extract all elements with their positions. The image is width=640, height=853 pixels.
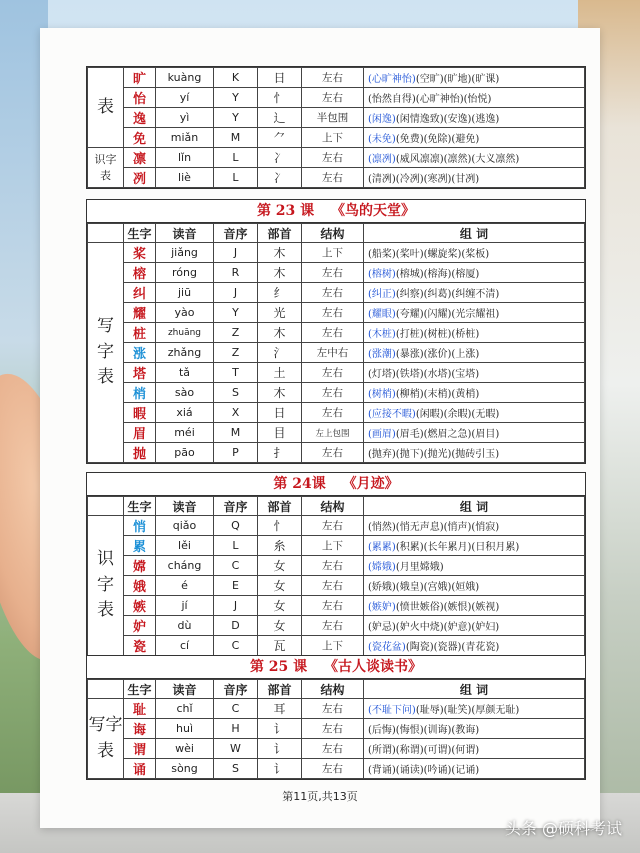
- pinyin-cell: sào: [156, 383, 214, 403]
- initial-letter-cell: Z: [214, 343, 258, 363]
- initial-letter-cell: S: [214, 759, 258, 779]
- initial-letter-cell: M: [214, 423, 258, 443]
- column-header: 结构: [302, 497, 364, 516]
- table-row: [88, 719, 585, 739]
- highlighted-word: (心旷神怡): [368, 74, 416, 85]
- structure-cell: 左右: [302, 383, 364, 403]
- radical-cell: 冫: [258, 148, 302, 168]
- table-row: [88, 68, 585, 88]
- character-cell: 涨: [124, 343, 156, 363]
- worksheet-page: [40, 28, 600, 828]
- word-group-cell: [364, 343, 585, 363]
- radical-cell: 氵: [258, 343, 302, 363]
- radical-cell: 木: [258, 243, 302, 263]
- character-cell: 免: [124, 128, 156, 148]
- pinyin-cell: yì: [156, 108, 214, 128]
- initial-letter-cell: W: [214, 739, 258, 759]
- char-table: [87, 496, 585, 656]
- highlighted-word: (凛冽): [368, 154, 396, 165]
- character-cell: 悄: [124, 516, 156, 536]
- word-text: (纠察)(纠葛)(纠缠不清): [395, 289, 500, 300]
- initial-letter-cell: R: [214, 263, 258, 283]
- initial-letter-cell: D: [214, 616, 258, 636]
- word-group-cell: [364, 576, 585, 596]
- table-row: [88, 303, 585, 323]
- word-group-cell: [364, 303, 585, 323]
- structure-cell: 上下: [302, 636, 364, 656]
- table-row: [88, 616, 585, 636]
- structure-cell: 左右: [302, 739, 364, 759]
- table-row: [88, 739, 585, 759]
- word-text: (灯塔)(铁塔)(水塔)(宝塔): [368, 369, 480, 380]
- column-header: 生字: [124, 680, 156, 699]
- highlighted-word: (未免): [368, 134, 396, 145]
- word-group-cell: [364, 403, 585, 423]
- initial-letter-cell: C: [214, 699, 258, 719]
- word-text: (榕城)(榕海)(榕厦): [395, 269, 480, 280]
- structure-cell: 左右: [302, 699, 364, 719]
- initial-letter-cell: Y: [214, 303, 258, 323]
- table-row: [88, 363, 585, 383]
- word-text: (闲暇)(余暇)(无暇): [415, 409, 500, 420]
- column-header: 音序: [214, 680, 258, 699]
- character-cell: 抛: [124, 443, 156, 463]
- table-row: [88, 128, 585, 148]
- initial-letter-cell: K: [214, 68, 258, 88]
- table-row: [88, 263, 585, 283]
- pinyin-cell: lěi: [156, 536, 214, 556]
- structure-cell: 上下: [302, 536, 364, 556]
- word-text: (夸耀)(闪耀)(光宗耀祖): [395, 309, 500, 320]
- word-group-cell: [364, 516, 585, 536]
- highlighted-word: (闲逸): [368, 114, 396, 125]
- word-text: (陶瓷)(瓷器)(青花瓷): [405, 642, 500, 653]
- highlighted-word: (不耻下问): [368, 705, 416, 716]
- watermark: 头条 @硕科考试: [504, 819, 622, 838]
- initial-letter-cell: L: [214, 148, 258, 168]
- structure-cell: 左右: [302, 88, 364, 108]
- lesson-25-block: [86, 655, 586, 780]
- word-text: (娇娥)(娥皇)(宫娥)(姮娥): [368, 582, 480, 593]
- word-text: (背诵)(诵读)(吟诵)(记诵): [368, 765, 480, 776]
- character-cell: 怡: [124, 88, 156, 108]
- pinyin-cell: kuàng: [156, 68, 214, 88]
- table-row: [88, 148, 585, 168]
- pinyin-cell: liè: [156, 168, 214, 188]
- column-header: 结构: [302, 224, 364, 243]
- column-header: 组 词: [364, 680, 585, 699]
- initial-letter-cell: T: [214, 363, 258, 383]
- character-cell: 塔: [124, 363, 156, 383]
- pinyin-cell: méi: [156, 423, 214, 443]
- structure-cell: 左右: [302, 719, 364, 739]
- word-group-cell: [364, 363, 585, 383]
- word-text: (抛弃)(抛下)(抛光)(抛砖引玉): [368, 449, 500, 460]
- initial-letter-cell: S: [214, 383, 258, 403]
- word-group-cell: [364, 383, 585, 403]
- table-row: [88, 323, 585, 343]
- section-label: 识字 表: [88, 148, 124, 188]
- radical-cell: 纟: [258, 283, 302, 303]
- lesson-title: [87, 656, 585, 679]
- structure-cell: 左右: [302, 759, 364, 779]
- table-row: [88, 443, 585, 463]
- character-cell: 冽: [124, 168, 156, 188]
- word-group-cell: [364, 243, 585, 263]
- radical-cell: 女: [258, 556, 302, 576]
- initial-letter-cell: L: [214, 168, 258, 188]
- structure-cell: 左右: [302, 616, 364, 636]
- pinyin-cell: yí: [156, 88, 214, 108]
- pinyin-cell: lǐn: [156, 148, 214, 168]
- word-group-cell: [364, 443, 585, 463]
- word-text: (愤世嫉俗)(嫉恨)(嫉视): [395, 602, 500, 613]
- word-group-cell: [364, 108, 585, 128]
- pinyin-cell: miǎn: [156, 128, 214, 148]
- word-group-cell: [364, 168, 585, 188]
- radical-cell: 糸: [258, 536, 302, 556]
- pinyin-cell: qiǎo: [156, 516, 214, 536]
- pinyin-cell: é: [156, 576, 214, 596]
- structure-cell: 左右: [302, 596, 364, 616]
- table-row: [88, 403, 585, 423]
- initial-letter-cell: M: [214, 128, 258, 148]
- section-label: 写 字 表: [88, 243, 124, 463]
- radical-cell: 光: [258, 303, 302, 323]
- structure-cell: 左右: [302, 148, 364, 168]
- highlighted-word: (瓷花盆): [368, 642, 406, 653]
- radical-cell: 日: [258, 68, 302, 88]
- column-header: 部首: [258, 224, 302, 243]
- pinyin-cell: pāo: [156, 443, 214, 463]
- initial-letter-cell: J: [214, 243, 258, 263]
- page-number: 第11页,共13页: [282, 790, 358, 803]
- initial-letter-cell: C: [214, 556, 258, 576]
- highlighted-word: (木桩): [368, 329, 396, 340]
- highlighted-word: (榕树): [368, 269, 396, 280]
- word-text: (清冽)(冷冽)(寒冽)(甘冽): [368, 174, 480, 185]
- column-header: 生字: [124, 497, 156, 516]
- lesson-name: 《鸟的天堂》: [331, 203, 416, 219]
- character-cell: 妒: [124, 616, 156, 636]
- pinyin-cell: chǐ: [156, 699, 214, 719]
- word-text: (所谓)(称谓)(可谓)(何谓): [368, 745, 480, 756]
- column-header: 组 词: [364, 224, 585, 243]
- structure-cell: 左右: [302, 323, 364, 343]
- initial-letter-cell: J: [214, 596, 258, 616]
- word-text: (悄然)(悄无声息)(悄声)(悄寂): [368, 522, 500, 533]
- character-cell: 凛: [124, 148, 156, 168]
- structure-cell: 左右: [302, 403, 364, 423]
- structure-cell: 左右: [302, 283, 364, 303]
- initial-letter-cell: L: [214, 536, 258, 556]
- pinyin-cell: sòng: [156, 759, 214, 779]
- column-header: 生字: [124, 224, 156, 243]
- character-cell: 榕: [124, 263, 156, 283]
- character-cell: 纠: [124, 283, 156, 303]
- table-row: [88, 576, 585, 596]
- structure-cell: 左右: [302, 516, 364, 536]
- highlighted-word: (耀眼): [368, 309, 396, 320]
- word-text: (打桩)(树桩)(桥桩): [395, 329, 480, 340]
- structure-cell: 左右: [302, 303, 364, 323]
- lesson-name: 《月迹》: [342, 476, 399, 492]
- table-row: [88, 243, 585, 263]
- section-label: 写字 表: [88, 699, 124, 779]
- word-text: (月里嫦娥): [395, 562, 444, 573]
- radical-cell: 木: [258, 323, 302, 343]
- word-group-cell: [364, 556, 585, 576]
- word-group-cell: [364, 699, 585, 719]
- table-row: [88, 383, 585, 403]
- initial-letter-cell: Y: [214, 88, 258, 108]
- structure-cell: 左右: [302, 443, 364, 463]
- structure-cell: 上下: [302, 243, 364, 263]
- word-group-cell: [364, 536, 585, 556]
- radical-cell: 忄: [258, 516, 302, 536]
- pinyin-cell: róng: [156, 263, 214, 283]
- highlighted-word: (涨潮): [368, 349, 396, 360]
- word-group-cell: [364, 68, 585, 88]
- table-row: [88, 168, 585, 188]
- column-header: 组 词: [364, 497, 585, 516]
- section-label: 识 字 表: [88, 516, 124, 656]
- pinyin-cell: xiá: [156, 403, 214, 423]
- radical-cell: 日: [258, 403, 302, 423]
- pinyin-cell: yào: [156, 303, 214, 323]
- table-row: [88, 759, 585, 779]
- table-row: [88, 596, 585, 616]
- word-text: (耻辱)(耻笑)(厚颜无耻): [415, 705, 520, 716]
- table-row: [88, 88, 585, 108]
- lesson-title: [87, 200, 585, 223]
- word-group-cell: [364, 283, 585, 303]
- radical-cell: 瓦: [258, 636, 302, 656]
- word-text: (威风凛凛)(凛然)(大义凛然): [395, 154, 520, 165]
- structure-cell: 左右: [302, 168, 364, 188]
- character-cell: 桩: [124, 323, 156, 343]
- char-table: [87, 223, 585, 463]
- radical-cell: 忄: [258, 88, 302, 108]
- radical-cell: 耳: [258, 699, 302, 719]
- highlighted-word: (树梢): [368, 389, 396, 400]
- highlighted-word: (累累): [368, 542, 396, 553]
- character-cell: 诲: [124, 719, 156, 739]
- character-cell: 瓷: [124, 636, 156, 656]
- column-header: 结构: [302, 680, 364, 699]
- word-text: (免费)(免除)(避免): [395, 134, 480, 145]
- structure-cell: 上下: [302, 128, 364, 148]
- word-group-cell: [364, 423, 585, 443]
- radical-cell: 木: [258, 263, 302, 283]
- word-text: (怡然自得)(心旷神怡)(怡悦): [368, 94, 492, 105]
- lesson-number: 第 25 课: [249, 659, 308, 675]
- structure-cell: 左右: [302, 576, 364, 596]
- word-group-cell: [364, 323, 585, 343]
- radical-cell: 讠: [258, 759, 302, 779]
- radical-cell: 女: [258, 596, 302, 616]
- header-blank: [88, 497, 124, 516]
- header-blank: [88, 680, 124, 699]
- character-cell: 旷: [124, 68, 156, 88]
- character-cell: 诵: [124, 759, 156, 779]
- column-header: 读音: [156, 497, 214, 516]
- highlighted-word: (纠正): [368, 289, 396, 300]
- initial-letter-cell: Q: [214, 516, 258, 536]
- radical-cell: 目: [258, 423, 302, 443]
- character-cell: 嫉: [124, 596, 156, 616]
- highlighted-word: (画眉): [368, 429, 396, 440]
- highlighted-word: (应接不暇): [368, 409, 416, 420]
- structure-cell: 左上包围: [302, 423, 364, 443]
- char-table: [87, 67, 585, 188]
- radical-cell: 扌: [258, 443, 302, 463]
- radical-cell: 土: [258, 363, 302, 383]
- word-text: (柳梢)(末梢)(黄梢): [395, 389, 480, 400]
- column-header: 音序: [214, 224, 258, 243]
- pinyin-cell: wèi: [156, 739, 214, 759]
- pinyin-cell: jiǎng: [156, 243, 214, 263]
- pinyin-cell: zhǎng: [156, 343, 214, 363]
- word-group-cell: [364, 616, 585, 636]
- structure-cell: 左右: [302, 556, 364, 576]
- table-row: [88, 343, 585, 363]
- word-text: (积累)(长年累月)(日积月累): [395, 542, 520, 553]
- pinyin-cell: jí: [156, 596, 214, 616]
- table-row: [88, 699, 585, 719]
- initial-letter-cell: E: [214, 576, 258, 596]
- character-cell: 娥: [124, 576, 156, 596]
- table-row: [88, 516, 585, 536]
- column-header: 部首: [258, 497, 302, 516]
- character-cell: 梢: [124, 383, 156, 403]
- structure-cell: 左右: [302, 263, 364, 283]
- header-blank: [88, 224, 124, 243]
- initial-letter-cell: X: [214, 403, 258, 423]
- word-group-cell: [364, 596, 585, 616]
- character-cell: 桨: [124, 243, 156, 263]
- pinyin-cell: huì: [156, 719, 214, 739]
- table-row: [88, 283, 585, 303]
- initial-letter-cell: H: [214, 719, 258, 739]
- radical-cell: 讠: [258, 739, 302, 759]
- radical-cell: 辶: [258, 108, 302, 128]
- radical-cell: 讠: [258, 719, 302, 739]
- table-row: [88, 556, 585, 576]
- word-group-cell: [364, 719, 585, 739]
- table-block-continued: [86, 66, 586, 189]
- pinyin-cell: jiū: [156, 283, 214, 303]
- pinyin-cell: cháng: [156, 556, 214, 576]
- initial-letter-cell: J: [214, 283, 258, 303]
- radical-cell: ⺈: [258, 128, 302, 148]
- structure-cell: 左右: [302, 68, 364, 88]
- word-text: (船桨)(桨叶)(螺旋桨)(桨板): [368, 249, 490, 260]
- word-text: (后悔)(悔恨)(训诲)(教诲): [368, 725, 480, 736]
- lesson-23-block: [86, 199, 586, 464]
- initial-letter-cell: P: [214, 443, 258, 463]
- column-header: 音序: [214, 497, 258, 516]
- pinyin-cell: dù: [156, 616, 214, 636]
- word-group-cell: [364, 88, 585, 108]
- highlighted-word: (嫉妒): [368, 602, 396, 613]
- lesson-number: 第 24课: [273, 476, 326, 492]
- radical-cell: 木: [258, 383, 302, 403]
- word-text: (闲情逸致)(安逸)(逃逸): [395, 114, 500, 125]
- word-group-cell: [364, 636, 585, 656]
- section-label: 表: [88, 68, 124, 148]
- character-cell: 逸: [124, 108, 156, 128]
- highlighted-word: (嫦娥): [368, 562, 396, 573]
- character-cell: 耻: [124, 699, 156, 719]
- word-group-cell: [364, 263, 585, 283]
- word-group-cell: [364, 128, 585, 148]
- word-group-cell: [364, 759, 585, 779]
- pinyin-cell: tǎ: [156, 363, 214, 383]
- word-group-cell: [364, 739, 585, 759]
- structure-cell: 左中右: [302, 343, 364, 363]
- word-text: (空旷)(旷地)(旷课): [415, 74, 500, 85]
- character-cell: 眉: [124, 423, 156, 443]
- structure-cell: 左右: [302, 363, 364, 383]
- lesson-name: 《古人谈读书》: [324, 659, 423, 675]
- structure-cell: 半包围: [302, 108, 364, 128]
- column-header: 读音: [156, 680, 214, 699]
- character-cell: 嫦: [124, 556, 156, 576]
- column-header: 部首: [258, 680, 302, 699]
- pinyin-cell: cí: [156, 636, 214, 656]
- character-cell: 耀: [124, 303, 156, 323]
- radical-cell: 女: [258, 576, 302, 596]
- character-cell: 谓: [124, 739, 156, 759]
- radical-cell: 冫: [258, 168, 302, 188]
- char-table: [87, 679, 585, 779]
- word-group-cell: [364, 148, 585, 168]
- initial-letter-cell: C: [214, 636, 258, 656]
- table-row: [88, 423, 585, 443]
- lesson-title: [87, 473, 585, 496]
- table-row: [88, 108, 585, 128]
- initial-letter-cell: Z: [214, 323, 258, 343]
- word-text: (暴涨)(涨价)(上涨): [395, 349, 480, 360]
- word-text: (眉毛)(燃眉之急)(眉目): [395, 429, 500, 440]
- pinyin-cell: zhuāng: [156, 323, 214, 343]
- table-row: [88, 636, 585, 656]
- table-row: [88, 536, 585, 556]
- radical-cell: 女: [258, 616, 302, 636]
- character-cell: 暇: [124, 403, 156, 423]
- lesson-number: 第 23 课: [256, 203, 315, 219]
- initial-letter-cell: Y: [214, 108, 258, 128]
- column-header: 读音: [156, 224, 214, 243]
- word-text: (妒忌)(妒火中烧)(妒意)(妒妇): [368, 622, 500, 633]
- lesson-24-block: [86, 472, 586, 657]
- character-cell: 累: [124, 536, 156, 556]
